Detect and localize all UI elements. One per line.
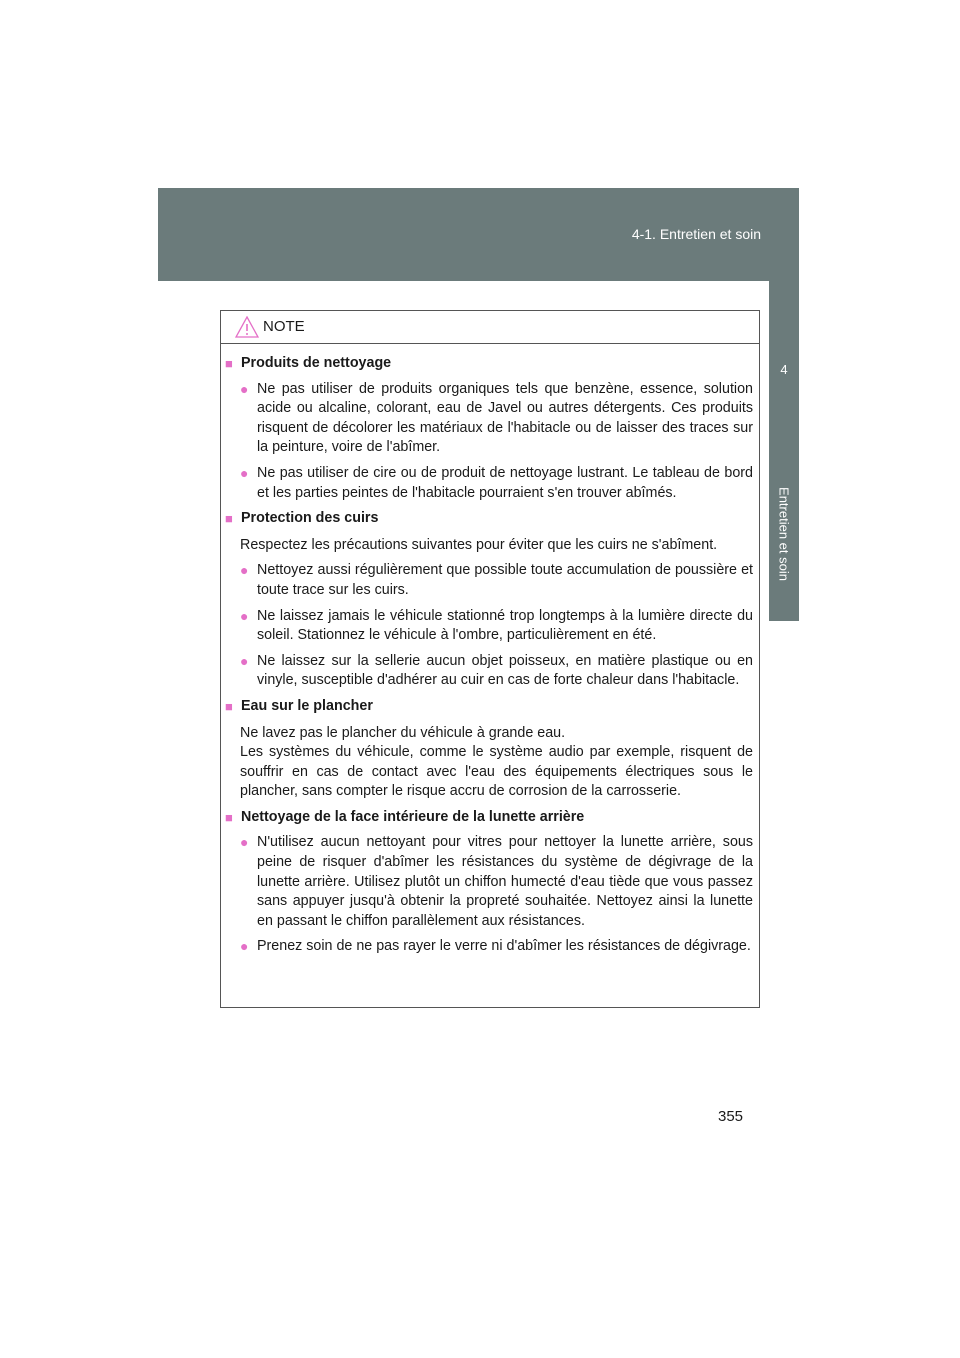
note-body [221, 344, 759, 957]
round-bullet-icon: ● [240, 380, 249, 397]
chapter-label: Entretien et soin [776, 487, 792, 581]
round-bullet-icon: ● [240, 464, 249, 481]
section-heading [225, 697, 753, 717]
section-heading [225, 509, 753, 529]
round-bullet-icon: ● [240, 562, 249, 579]
note-title: NOTE [263, 318, 305, 335]
round-bullet-icon: ● [240, 834, 249, 851]
round-bullet-icon: ● [240, 938, 249, 955]
list-item-text: Prenez soin de ne pas rayer le verre ni d'abîmer les résistances de dégivrage. [257, 938, 751, 955]
section-heading [225, 354, 753, 374]
section-intro: Respectez les précautions suivantes pour éviter que les cuirs ne s'abîment. [240, 536, 718, 553]
chapter-side-tab [769, 281, 799, 1358]
list-item [225, 937, 753, 957]
round-bullet-icon: ● [240, 652, 249, 669]
section-title: 4-1. Entretien et soin [631, 226, 761, 242]
list-item-text: N'utilisez aucun nettoyant pour vitres pour nettoyer la lunette arrière, sous peine de risquer d'abîmer les résistances du système de dégivrage de la lunette arrière. Utilisez plutôt un chiffon humecté d'eau tiède que vous passez sans appuyer jusqu'à obtenir la propreté souhaitée. Nettoyez ainsi la lunette en passant le chiffon parallèlement aux résistances. [257, 834, 753, 929]
warning-triangle-icon [235, 316, 259, 343]
section-heading-text: Protection des cuirs [241, 510, 379, 527]
section-heading-text: Produits de nettoyage [241, 355, 392, 371]
section-heading [225, 808, 753, 828]
note-header [221, 311, 759, 344]
list-item-text: Ne laissez sur la sellerie aucun objet poisseux, en matière plastique ou en vinyle, susceptible d'adhérer au cuir en cas de forte chaleur dans l'habitacle. [257, 652, 753, 689]
section-paragraph: Ne lavez pas le plancher du véhicule à grande eau. [240, 724, 566, 741]
list-item-text: Ne pas utiliser de cire ou de produit de nettoyage lustrant. Le tableau de bord et les parties peintes de l'habitacle pourraient s'en trouver abîmés. [257, 464, 753, 501]
page-number: 355 [718, 1108, 744, 1125]
list-item-text: Ne pas utiliser de produits organiques tels que benzène, essence, solution acide ou alcaline, colorant, eau de Javel ou autres détergents. Ces produits risquent de décolorer les matériaux de l'habitacle ou de laisser des traces sur la peinture, voire de l'abîmer. [257, 380, 753, 456]
list-item [225, 561, 753, 600]
header-band [158, 188, 799, 281]
chapter-label-tab [769, 441, 799, 621]
list-item-text: Nettoyez aussi régulièrement que possible toute accumulation de poussière et toute trace sur les cuirs. [257, 562, 753, 598]
section-heading-text: Eau sur le plancher [241, 697, 373, 714]
round-bullet-icon: ● [240, 607, 249, 624]
chapter-number: 4 [780, 362, 788, 377]
list-item [225, 652, 753, 691]
chapter-number-tab [769, 281, 799, 441]
list-item-text: Ne laissez jamais le véhicule stationné trop longtemps à la lumière directe du soleil. Stationnez le véhicule à l'ombre, particulièrement en été. [257, 607, 753, 644]
list-item [225, 464, 753, 503]
list-item [225, 607, 753, 646]
square-bullet-icon: ■ [225, 698, 233, 714]
square-bullet-icon: ■ [225, 809, 233, 825]
section-heading-text: Nettoyage de la face intérieure de la lunette arrière [241, 808, 585, 825]
list-item [225, 833, 753, 931]
list-item [225, 380, 753, 458]
note-box [220, 310, 760, 1008]
square-bullet-icon: ■ [225, 356, 233, 371]
section-paragraph: Les systèmes du véhicule, comme le système audio par exemple, risquent de souffrir en cas de contact avec l'eau des équipements électriques sous le plancher, sans compter le risque accru de corrosion de la carrosserie. [240, 744, 753, 800]
square-bullet-icon: ■ [225, 511, 233, 527]
